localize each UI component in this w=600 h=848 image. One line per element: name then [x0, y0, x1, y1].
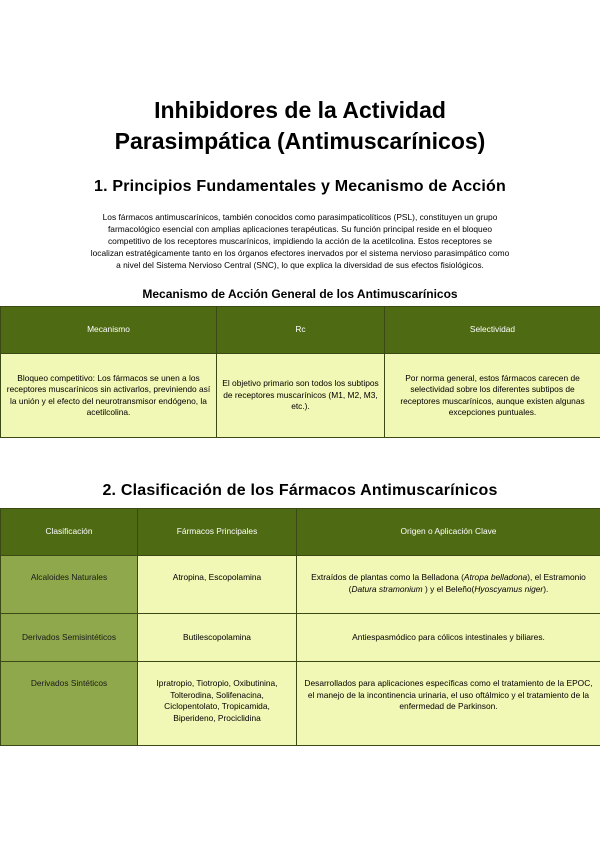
cell-text: Extraídos de plantas como la Belladona (: [311, 572, 464, 582]
table-row: [1, 662, 600, 746]
table-header-row: [1, 509, 600, 556]
cell-rc: El objetivo primario son todos los subtipos de receptores muscarínicos (M1, M2, M3, etc.).: [217, 354, 385, 438]
mechanism-table: [0, 306, 600, 438]
mechanism-table-title: Mecanismo de Acción General de los Antimuscarínicos: [142, 287, 458, 301]
cell-clasificacion: Derivados Semisintéticos: [1, 614, 138, 662]
intro-paragraph: [70, 211, 530, 271]
cell-selectividad: Por norma general, estos fármacos carecen de selectividad sobre los diferentes subtipos de receptores muscarínicos, aunque existen algunas excepciones puntuales.: [385, 354, 600, 438]
intro-line: localizan estratégicamente tanto en los órganos efectores inervados por el sistema nervioso parasimpático como: [90, 248, 510, 258]
cell-text: ).: [543, 583, 549, 594]
header-cell-selectividad: Selectividad: [385, 307, 600, 354]
classification-table: [0, 508, 600, 746]
intro-line: Los fármacos antimuscarínicos, también conocidos como parasimpaticolíticos (PSL), constituyen un grupo: [102, 212, 498, 222]
intro-line: a nivel del Sistema Nervioso Central (SNC), lo que explica la diversidad de sus efectos fisiológicos.: [116, 260, 484, 270]
cell-text: ), el Estramonio (: [348, 572, 586, 594]
header-cell-origen: Origen o Aplicación Clave: [297, 509, 600, 556]
header-cell-rc: Rc: [217, 307, 385, 354]
cell-farmacos: Atropina, Escopolamina: [138, 556, 297, 614]
intro-line: competitivo de los receptores muscarínicos, impidiendo la acción de la acetilcolina. Estos receptores se: [107, 236, 493, 246]
section-2-heading: 2. Clasificación de los Fármacos Antimuscarínicos: [102, 482, 498, 499]
table-row: [1, 354, 600, 438]
header-cell-farmacos: Fármacos Principales: [138, 509, 297, 556]
page-title-line-2: Parasimpática (Antimuscarínicos): [114, 128, 486, 154]
cell-clasificacion: Alcaloides Naturales: [1, 556, 138, 614]
header-cell-mecanismo: Mecanismo: [1, 307, 217, 354]
intro-line: farmacológico esencial con amplias aplicaciones terapéuticas. Su función principal reside en el bloqueo: [107, 224, 493, 234]
cell-origen: Desarrollados para aplicaciones específicas como el tratamiento de la EPOC, el manejo de la incontinencia urinaria, el uso oftálmico y el tratamiento de la enfermedad de Parkinson.: [297, 662, 600, 746]
cell-farmacos: Butilescopolamina: [138, 614, 297, 662]
section-1-heading: 1. Principios Fundamentales y Mecanismo de Acción: [94, 178, 506, 195]
header-cell-clasificacion: Clasificación: [1, 509, 138, 556]
cell-origen: Antiespasmódico para cólicos intestinales y biliares.: [297, 614, 600, 662]
page-title: [0, 95, 600, 157]
table-header-row: [1, 307, 600, 354]
species-name: Datura stramonium: [351, 583, 423, 594]
species-name: Hyoscyamus niger: [474, 583, 544, 594]
table-row: [1, 614, 600, 662]
cell-clasificacion: Derivados Sintéticos: [1, 662, 138, 746]
page-title-line-1: Inhibidores de la Actividad: [154, 97, 446, 123]
cell-mecanismo: Bloqueo competitivo: Los fármacos se unen a los receptores muscarínicos sin activarlos, previniendo así la unión y el efecto del neurotransmisor endógeno, la acetilcolina.: [1, 354, 217, 438]
cell-text: ) y el Beleño(: [422, 583, 475, 594]
table-row: [1, 556, 600, 614]
cell-origen: [297, 556, 600, 614]
species-name: Atropa belladona: [463, 572, 528, 582]
cell-farmacos: Ipratropio, Tiotropio, Oxibutinina, Tolterodina, Solifenacina, Ciclopentolato, Tropicamida, Biperideno, Prociclidina: [138, 662, 297, 746]
